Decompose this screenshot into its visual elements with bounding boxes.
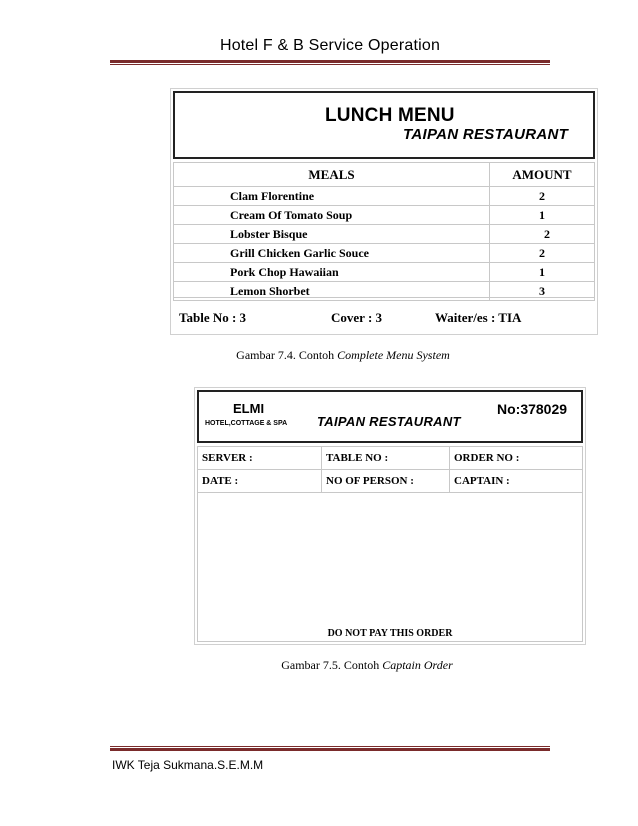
captain-order-body (197, 492, 583, 642)
meal-name: Lemon Shorbet (174, 282, 490, 301)
header-rule (110, 60, 550, 63)
lunch-menu-header-row (174, 163, 595, 187)
caption-italic: Complete Menu System (337, 348, 450, 362)
cover-count: Cover : 3 (331, 310, 383, 325)
footer-rule (110, 748, 550, 751)
table-no-field: TABLE NO : (322, 447, 450, 470)
waiter-name: Waiter/es : TIA (435, 310, 522, 325)
table-row (174, 244, 595, 263)
meal-name: Clam Florentine (174, 187, 490, 206)
lunch-menu-summary (173, 297, 595, 333)
meal-name: Lobster Bisque (174, 225, 490, 244)
captain-order-header (197, 390, 583, 443)
table-row (174, 187, 595, 206)
table-row (198, 447, 583, 470)
no-of-person-field: NO OF PERSON : (322, 470, 450, 493)
meals-column-header: MEALS (174, 163, 490, 187)
hotel-brand-subtitle: HOTEL,COTTAGE & SPA (205, 420, 288, 427)
lunch-menu-title: LUNCH MENU (325, 105, 455, 126)
date-field: DATE : (198, 470, 322, 493)
figure-caption-7-5 (48, 658, 638, 673)
page-header-title: Hotel F & B Service Operation (219, 37, 441, 54)
meal-amount: 2 (490, 244, 595, 263)
caption-prefix: Gambar 7.5. Contoh (281, 658, 383, 672)
amount-column-header: AMOUNT (490, 163, 595, 187)
captain-field: CAPTAIN : (450, 470, 583, 493)
captain-order-restaurant-name: TAIPAN RESTAURANT (317, 414, 461, 429)
table-number: Table No : 3 (179, 310, 247, 325)
lunch-menu-restaurant-name: TAIPAN RESTAURANT (403, 126, 569, 143)
meal-name: Pork Chop Hawaiian (174, 263, 490, 282)
order-no-field: ORDER NO : (450, 447, 583, 470)
caption-italic: Captain Order (382, 658, 453, 672)
lunch-menu-title-box (173, 91, 595, 159)
meal-amount: 2 (490, 225, 595, 244)
lunch-menu-table (173, 162, 595, 301)
table-row (174, 206, 595, 225)
meal-name: Grill Chicken Garlic Souce (174, 244, 490, 263)
table-row (174, 225, 595, 244)
meal-amount: 3 (490, 282, 595, 301)
lunch-menu-figure (170, 88, 598, 335)
server-field: SERVER : (198, 447, 322, 470)
meal-name: Cream Of Tomato Soup (174, 206, 490, 225)
hotel-brand-name: ELMI (233, 401, 265, 416)
captain-order-figure (194, 387, 586, 645)
page-footer-author: IWK Teja Sukmana.S.E.M.M (112, 758, 264, 772)
captain-order-number: No:378029 (497, 401, 568, 417)
table-row (174, 263, 595, 282)
meal-amount: 1 (490, 206, 595, 225)
figure-caption-7-4 (24, 348, 638, 363)
table-row (198, 470, 583, 493)
meal-amount: 1 (490, 263, 595, 282)
do-not-pay-note: DO NOT PAY THIS ORDER (327, 628, 453, 639)
captain-order-fields (197, 446, 583, 493)
caption-prefix: Gambar 7.4. Contoh (236, 348, 338, 362)
footer-rule-thin (110, 746, 550, 747)
meal-amount: 2 (490, 187, 595, 206)
header-rule-thin (110, 64, 550, 65)
